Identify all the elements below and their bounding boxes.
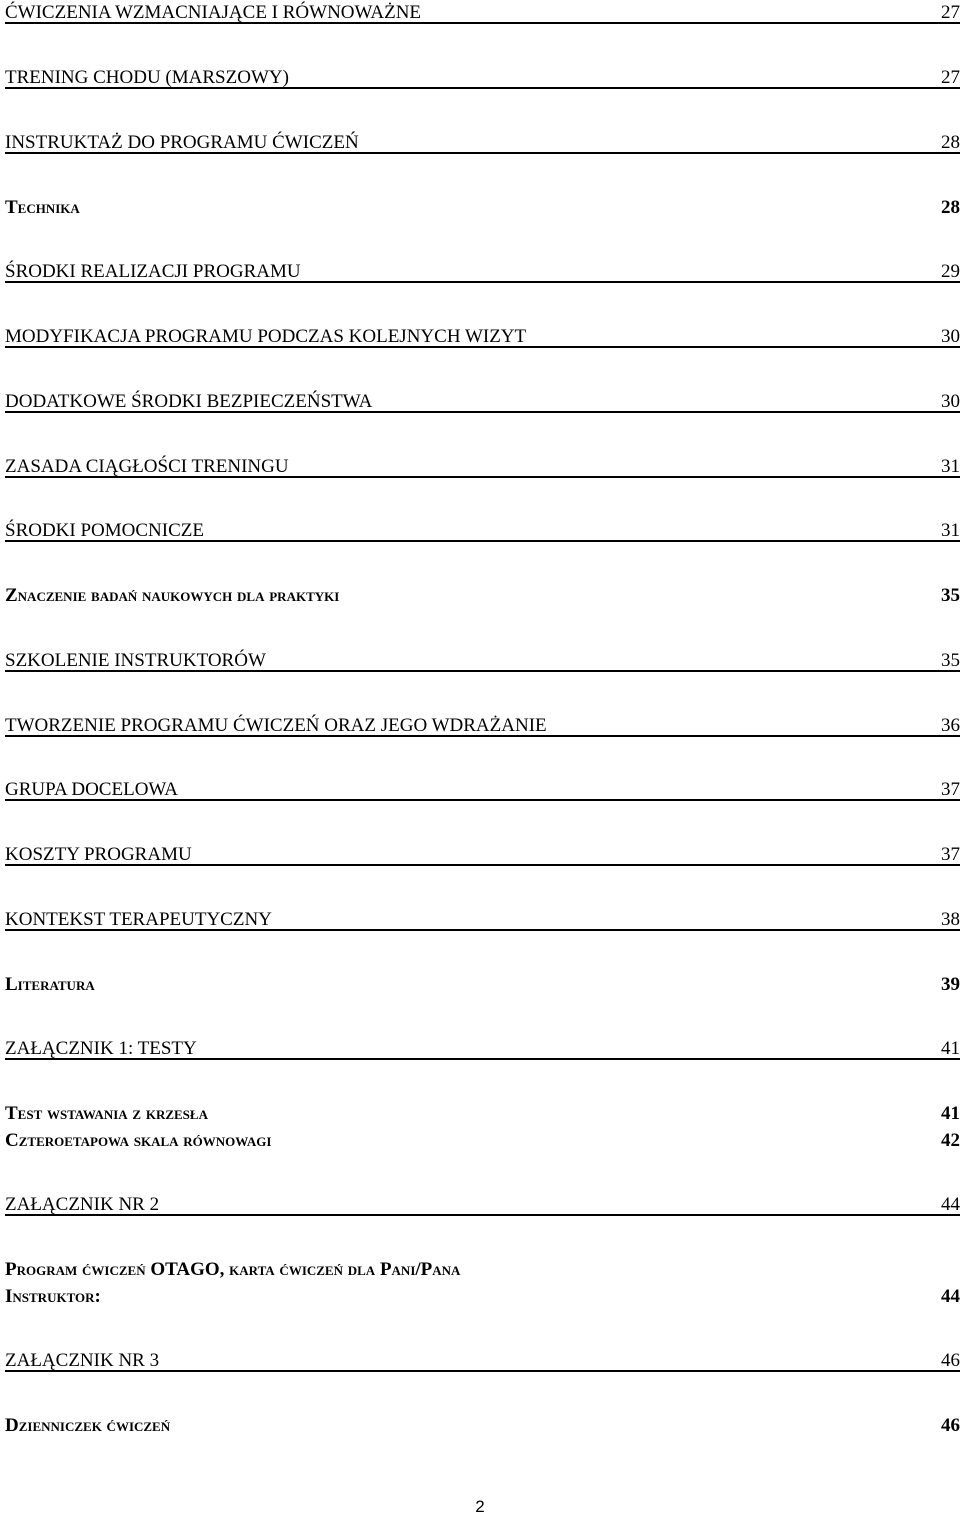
toc-entry-title: ĆWICZENIA WZMACNIAJĄCE I RÓWNOWAŻNE — [5, 2, 422, 23]
toc-entry[interactable] — [5, 1128, 960, 1158]
toc-entry-page: 46 — [941, 1415, 960, 1436]
toc-entry-title: TWORZENIE PROGRAMU ĆWICZEŃ ORAZ JEGO WDRAŻANIE — [5, 715, 547, 736]
toc-entry[interactable] — [5, 0, 960, 30]
toc-entry-page: 46 — [941, 1350, 960, 1371]
toc-entry[interactable] — [5, 648, 960, 678]
toc-entry-page: 37 — [941, 844, 960, 865]
toc-entry[interactable] — [5, 1413, 960, 1443]
toc-entry-page: 31 — [941, 456, 960, 477]
toc-entry-page: 42 — [941, 1130, 960, 1151]
toc-entry-page: 28 — [941, 197, 960, 218]
toc-entry-title: Znaczenie badań naukowych dla praktyki — [5, 585, 340, 606]
toc-entry-page: 36 — [941, 715, 960, 736]
toc-entry-title: TRENING CHODU (MARSZOWY) — [5, 67, 289, 88]
toc-entry-title: ŚRODKI REALIZACJI PROGRAMU — [5, 261, 301, 282]
toc-entry-page: 27 — [941, 2, 960, 23]
toc-entry-page: 35 — [941, 650, 960, 671]
toc-entry-title: Technika — [5, 197, 80, 218]
toc-entry[interactable] — [5, 259, 960, 289]
toc-entry[interactable] — [5, 972, 960, 1002]
toc-entry-title: SZKOLENIE INSTRUKTORÓW — [5, 650, 266, 671]
toc-entry-title: ZASADA CIĄGŁOŚCI TRENINGU — [5, 456, 289, 477]
toc-entry-page: 28 — [941, 132, 960, 153]
toc-entry-page: 38 — [941, 909, 960, 930]
toc-entry[interactable] — [5, 130, 960, 160]
toc-entry-title: KOSZTY PROGRAMU — [5, 844, 192, 865]
toc-entry[interactable] — [5, 842, 960, 872]
toc-entry-page: 29 — [941, 261, 960, 282]
toc-entry-page: 41 — [941, 1038, 960, 1059]
toc-entry-page: 44 — [941, 1194, 960, 1215]
toc-entry[interactable] — [5, 1101, 960, 1131]
toc-entry-title: Literatura — [5, 974, 95, 995]
toc-entry-title: DODATKOWE ŚRODKI BEZPIECZEŃSTWA — [5, 391, 373, 412]
toc-entry-page: 37 — [941, 779, 960, 800]
toc-entry-title: Program ćwiczeń OTAGO, karta ćwiczeń dla Pani/Pana — [5, 1259, 461, 1280]
toc-entry-title: ZAŁĄCZNIK NR 2 — [5, 1194, 160, 1215]
toc-entry[interactable] — [5, 583, 960, 613]
toc-entry[interactable] — [5, 1192, 960, 1222]
toc-entry-page: 35 — [941, 585, 960, 606]
toc-entry-title: GRUPA DOCELOWA — [5, 779, 178, 800]
toc-entry[interactable] — [5, 389, 960, 419]
toc-entry[interactable] — [5, 65, 960, 95]
toc-entry[interactable] — [5, 1284, 960, 1314]
toc-entry[interactable] — [5, 1257, 960, 1287]
toc-entry[interactable] — [5, 454, 960, 484]
toc-entry-page: 30 — [941, 391, 960, 412]
toc-entry-page: 44 — [941, 1286, 960, 1307]
toc-entry-title: ZAŁĄCZNIK 1: TESTY — [5, 1038, 197, 1059]
toc-entry-title: KONTEKST TERAPEUTYCZNY — [5, 909, 272, 930]
toc-entry-title: INSTRUKTAŻ DO PROGRAMU ĆWICZEŃ — [5, 132, 359, 153]
toc-entry-title: Test wstawania z krzesła — [5, 1103, 208, 1124]
toc-entry[interactable] — [5, 713, 960, 743]
page-number: 2 — [475, 1497, 485, 1516]
toc-entry[interactable] — [5, 907, 960, 937]
toc-entry-title: ZAŁĄCZNIK NR 3 — [5, 1350, 160, 1371]
toc-entry-title: MODYFIKACJA PROGRAMU PODCZAS KOLEJNYCH WIZYT — [5, 326, 527, 347]
toc-entry[interactable] — [5, 777, 960, 807]
toc-entry[interactable] — [5, 195, 960, 225]
toc-entry-title: ŚRODKI POMOCNICZE — [5, 520, 204, 541]
toc-entry-title: Dzienniczek ćwiczeń — [5, 1415, 171, 1436]
toc-entry[interactable] — [5, 1348, 960, 1378]
toc-entry-page: 30 — [941, 326, 960, 347]
toc-entry-page: 39 — [941, 974, 960, 995]
toc-entry-page: 41 — [941, 1103, 960, 1124]
toc-entry-title: Instruktor: — [5, 1286, 101, 1307]
toc-entry-title: Czteroetapowa skala równowagi — [5, 1130, 272, 1151]
toc-entry-page: 27 — [941, 67, 960, 88]
toc-entry[interactable] — [5, 324, 960, 354]
toc-entry[interactable] — [5, 1036, 960, 1066]
toc-entry[interactable] — [5, 518, 960, 548]
toc-entry-page: 31 — [941, 520, 960, 541]
